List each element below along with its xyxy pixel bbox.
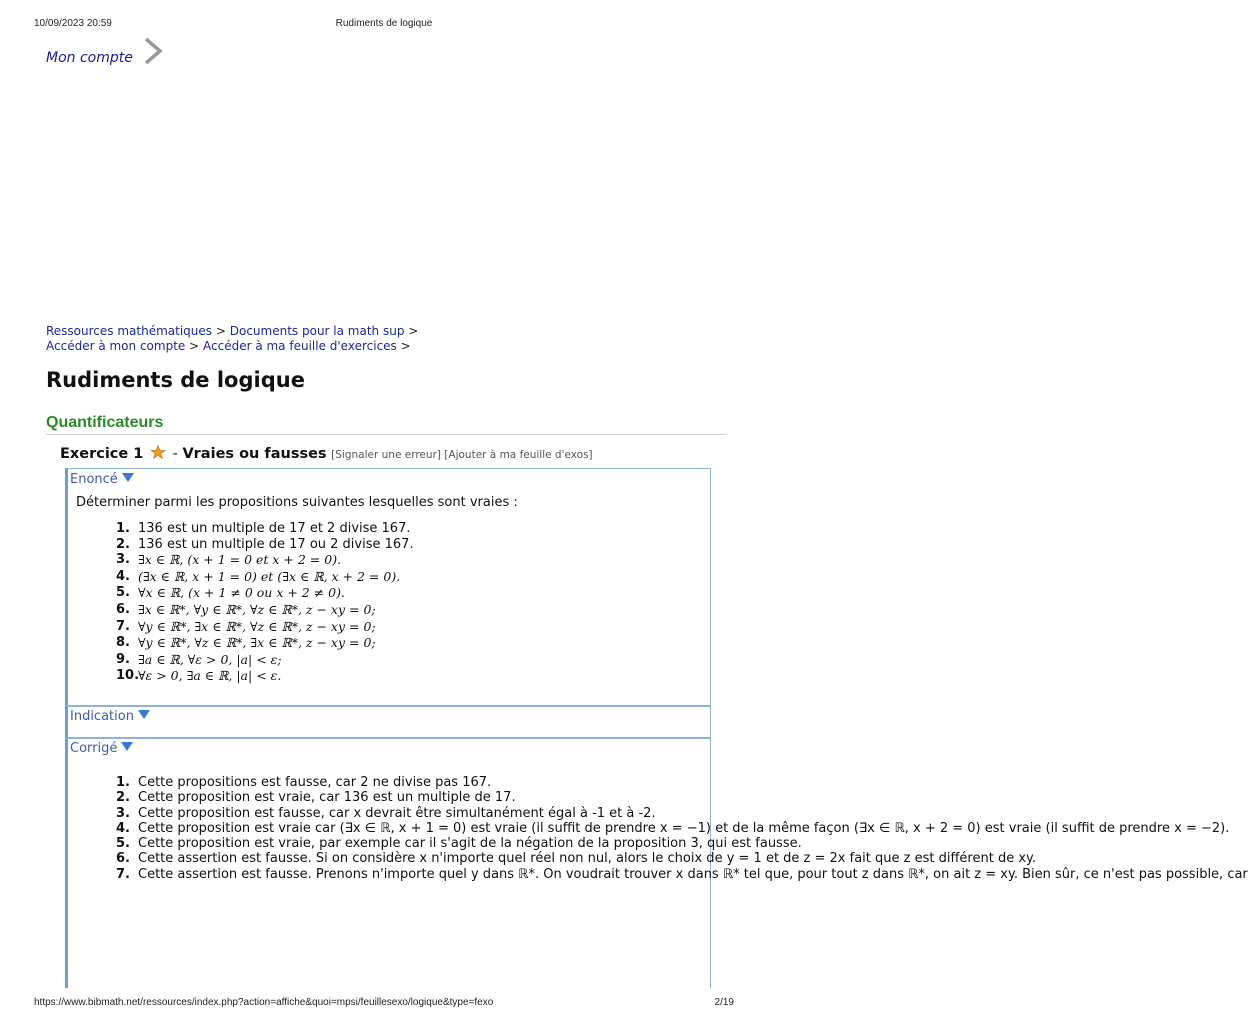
indication-panel	[65, 706, 711, 738]
breadcrumb-separator: >	[215, 324, 226, 338]
breadcrumb-link-ressources[interactable]: Ressources mathématiques	[46, 324, 213, 338]
list-item: 3. ∃x ∈ ℝ, (x + 1 = 0 et x + 2 = 0).	[116, 552, 342, 568]
list-item: 7. Cette assertion est fausse. Prenons n'importe quel y dans ℝ*. On voudrait trouver x dans ℝ* tel que, pour tout z dans ℝ*, on ait z = xy. Bien sûr, ce n'est pas possible, car	[116, 866, 1248, 882]
report-error-link[interactable]: [Signaler une erreur]	[331, 449, 441, 461]
enonce-label: Enoncé	[70, 472, 118, 487]
list-item: 2. Cette proposition est vraie, car 136 est un multiple de 17.	[116, 790, 516, 806]
breadcrumb	[46, 324, 506, 353]
list-item: 1. 136 est un multiple de 17 et 2 divise 167.	[116, 521, 411, 536]
indication-label: Indication	[70, 709, 134, 724]
enonce-panel	[65, 468, 711, 706]
indication-toggle[interactable]	[70, 709, 150, 724]
list-item: 9. ∃a ∈ ℝ, ∀ε > 0, |a| < ε;	[116, 651, 282, 667]
list-item: 4. Cette proposition est vraie car (∃x ∈ ℝ, x + 1 = 0) est vraie (il suffit de prendre x = −1) et de la même façon (∃x ∈ ℝ, x + 2 = 0) est vraie (il suffit de prendre x = −2).	[116, 820, 1230, 836]
list-item: 5. Cette proposition est vraie, par exemple car il s'agit de la négation de la proposition 3, qui est fausse.	[116, 836, 802, 852]
print-url: https://www.bibmath.net/ressources/index.php?action=affiche&quoi=mpsi/feuillesexo/logique&type=fexo	[34, 997, 494, 1008]
enonce-intro: Déterminer parmi les propositions suivantes lesquelles sont vraies :	[76, 495, 518, 510]
corrige-toggle[interactable]	[70, 741, 133, 756]
corrige-panel	[65, 738, 1248, 988]
corrige-label: Corrigé	[70, 741, 118, 756]
list-item: 5. ∀x ∈ ℝ, (x + 1 ≠ 0 ou x + 2 ≠ 0).	[116, 585, 345, 601]
list-item: 6. ∃x ∈ ℝ*, ∀y ∈ ℝ*, ∀z ∈ ℝ*, z − xy = 0;	[116, 601, 376, 617]
section-divider	[46, 434, 726, 435]
list-item: 4. (∃x ∈ ℝ, x + 1 = 0) et (∃x ∈ ℝ, x + 2 = 0).	[116, 568, 401, 584]
enonce-list	[116, 521, 414, 685]
add-to-sheet-link[interactable]: [Ajouter à ma feuille d'exos]	[444, 449, 593, 461]
list-item: 7. ∀y ∈ ℝ*, ∃x ∈ ℝ*, ∀z ∈ ℝ*, z − xy = 0;	[116, 618, 376, 634]
triangle-down-icon	[122, 473, 134, 482]
breadcrumb-link-sheet[interactable]: Accéder à ma feuille d'exercices	[203, 338, 397, 353]
triangle-down-icon	[138, 710, 150, 719]
list-item: 3. Cette proposition est fausse, car x devrait être simultanément égal à -1 et à -2.	[116, 805, 656, 821]
print-date: 10/09/2023 20:59	[34, 18, 112, 29]
exercise-title: Vraies ou fausses	[182, 446, 327, 462]
section-title: Quantificateurs	[46, 414, 164, 431]
list-item: 8. ∀y ∈ ℝ*, ∀z ∈ ℝ*, ∃x ∈ ℝ*, z − xy = 0;	[116, 635, 376, 651]
my-account-link[interactable]: Mon compte	[46, 50, 133, 66]
enonce-toggle[interactable]	[70, 472, 134, 487]
page-number: 2/19	[714, 997, 734, 1008]
print-title: Rudiments de logique	[335, 18, 433, 29]
breadcrumb-separator: >	[400, 338, 411, 353]
corrige-list	[116, 775, 1248, 882]
breadcrumb-link-account[interactable]: Accéder à mon compte	[46, 338, 186, 353]
star-icon	[150, 445, 166, 459]
list-item: 6. Cette assertion est fausse. Si on considère x n'importe quel réel non nul, alors le choix de y = 1 et de z = 2x fait que z est différent de xy.	[116, 851, 1036, 867]
exercise-heading: Exercice 1 - Vraies ou fausses [Signaler une erreur] [Ajouter à ma feuille d'exos]	[60, 446, 593, 462]
breadcrumb-link-documents[interactable]: Documents pour la math sup	[229, 324, 405, 338]
triangle-down-icon	[121, 742, 133, 751]
page-title: Rudiments de logique	[46, 368, 305, 392]
list-item: 2. 136 est un multiple de 17 ou 2 divise 167.	[116, 536, 414, 552]
list-item: 10. ∀ε > 0, ∃a ∈ ℝ, |a| < ε.	[116, 668, 282, 684]
breadcrumb-separator: >	[408, 324, 419, 338]
list-item: 1. Cette propositions est fausse, car 2 ne divise pas 167.	[116, 775, 492, 790]
exercise-label: Exercice 1	[60, 446, 144, 462]
breadcrumb-separator: >	[189, 338, 200, 353]
chevron-right-icon[interactable]	[142, 36, 164, 66]
